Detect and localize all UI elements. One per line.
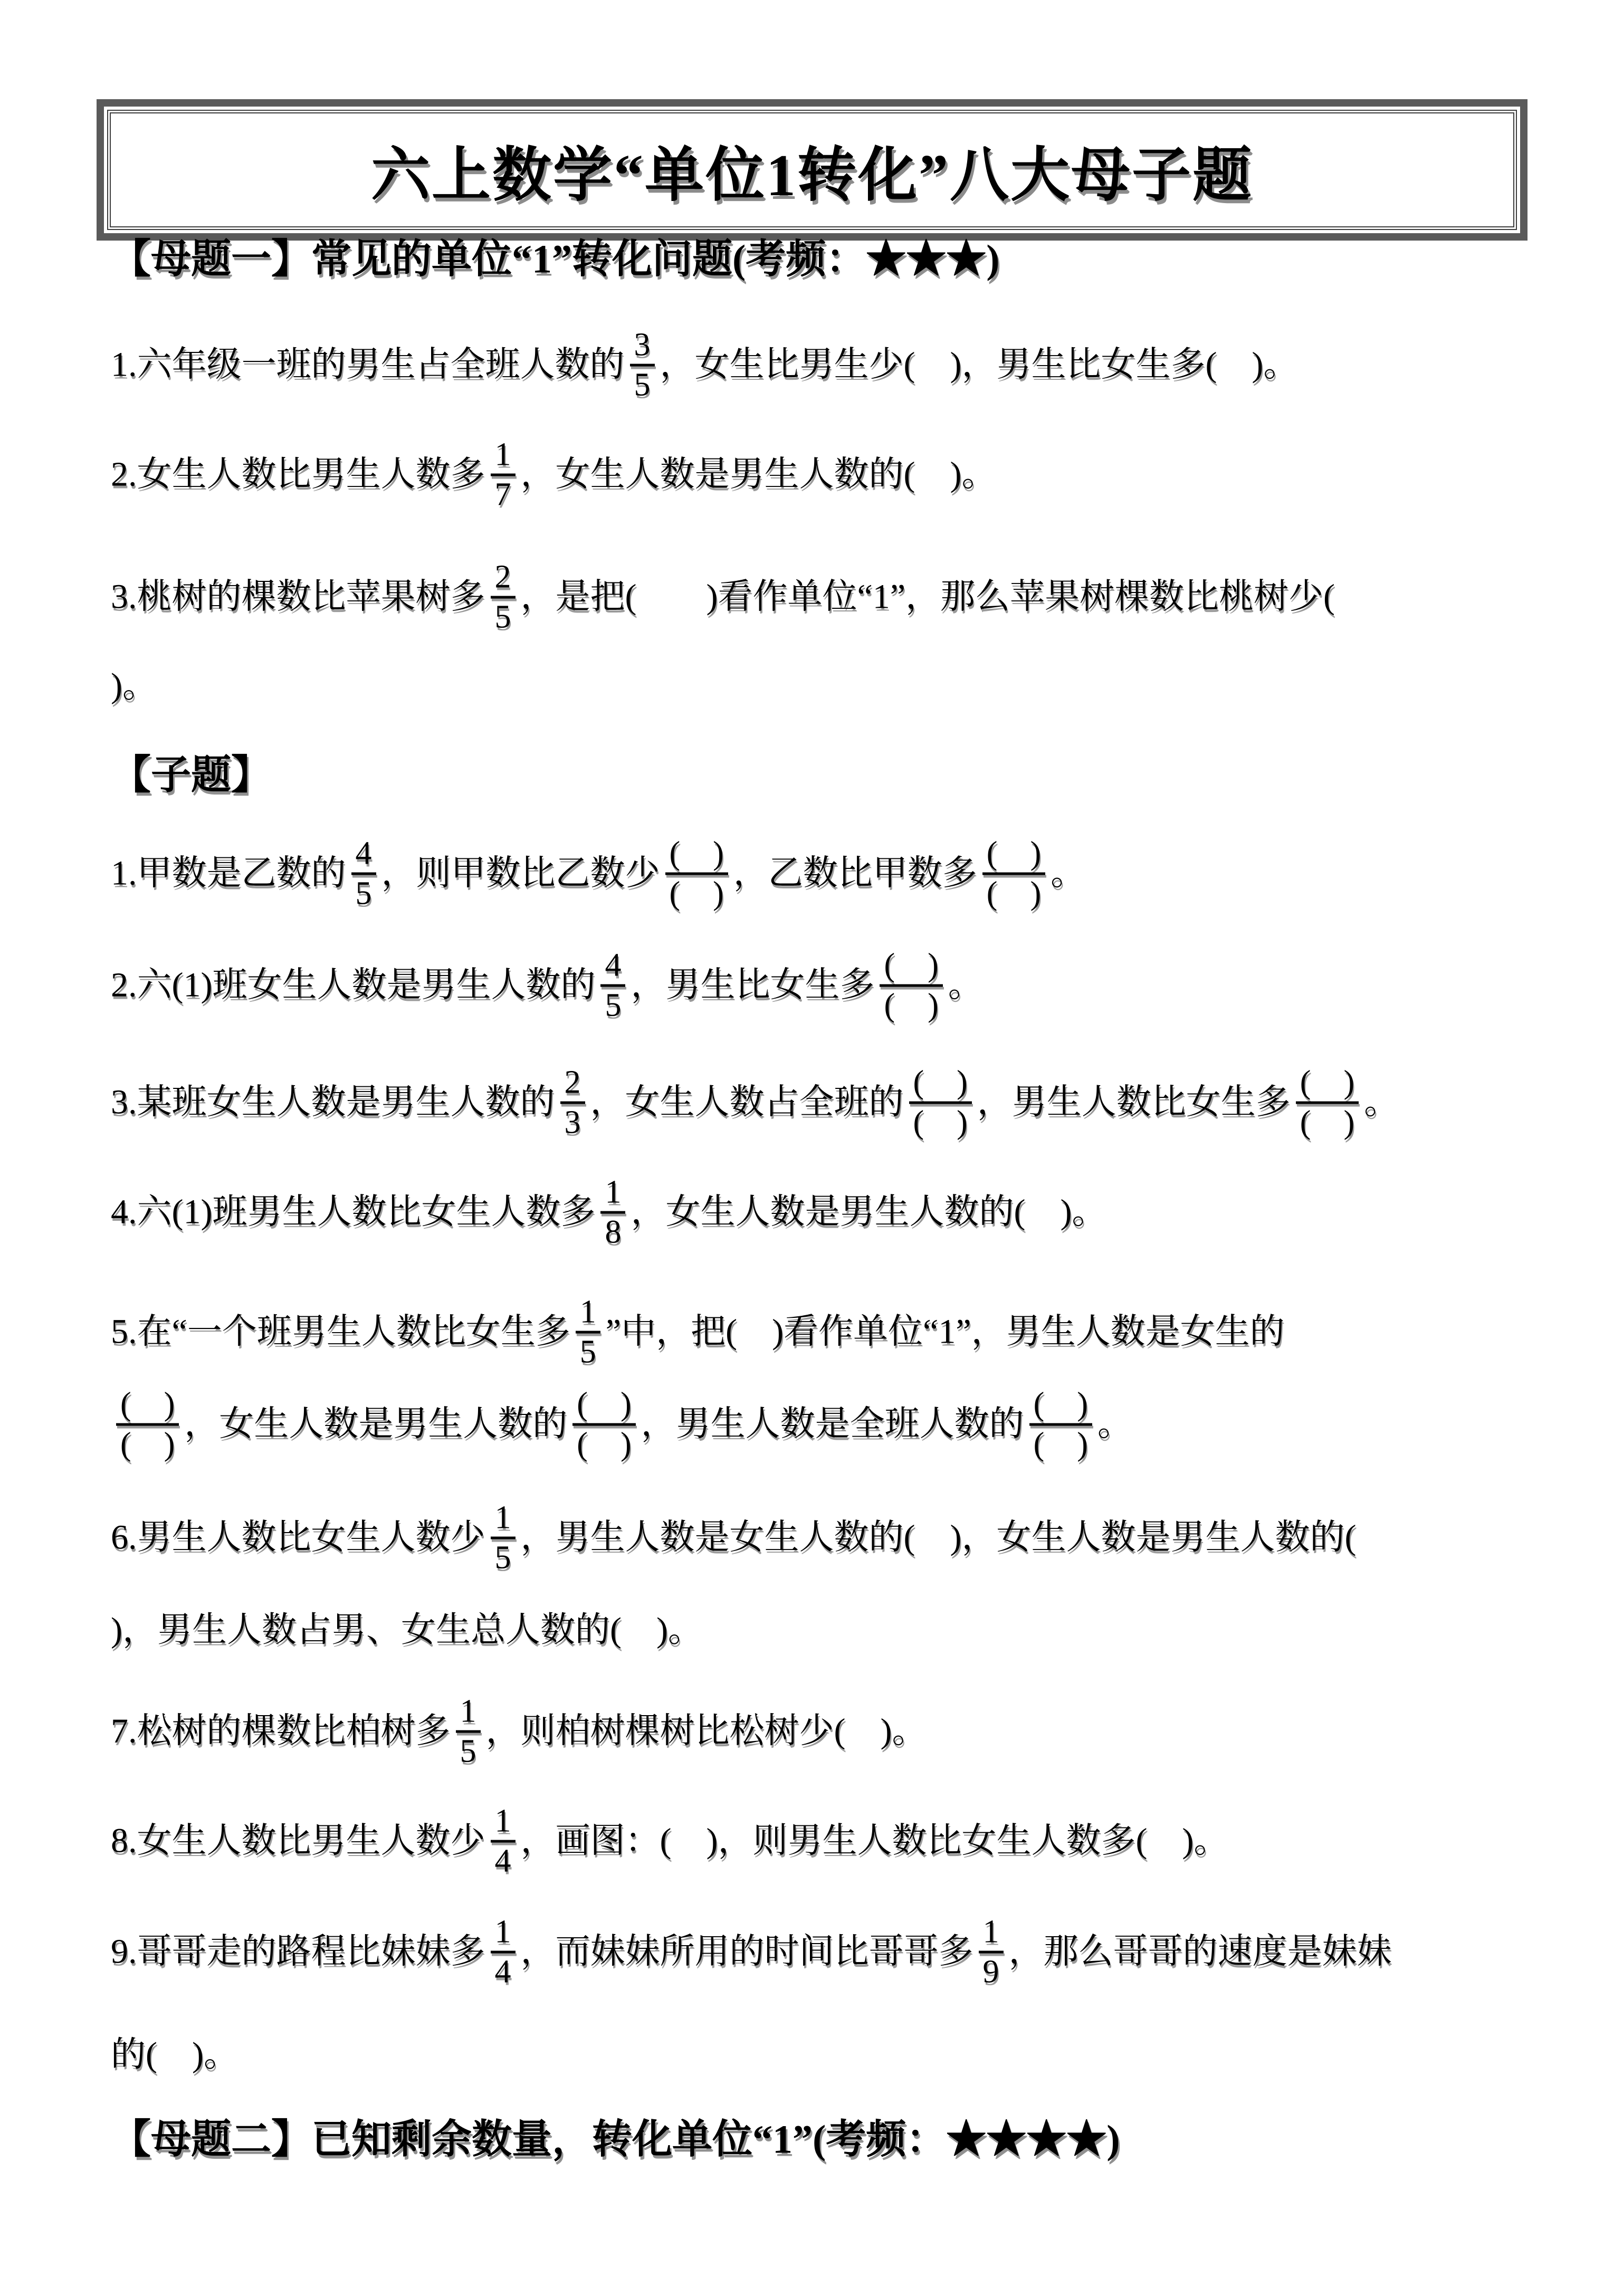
text-run: 【母题二】已知剩余数量，转化单位“1”(考频：★★★★) <box>111 2117 1120 2162</box>
fraction-bar <box>880 984 942 987</box>
text-run: 。 <box>948 965 983 1004</box>
fraction-bar <box>1296 1102 1359 1104</box>
fraction-denominator: ( ) <box>913 1104 968 1141</box>
fraction-numerator: 1 <box>982 1914 999 1950</box>
problem-line <box>111 1387 1132 1462</box>
fraction-numerator: 1 <box>494 1914 511 1950</box>
fraction-denominator: 4 <box>494 1954 511 1990</box>
fraction-denominator: 7 <box>494 476 511 513</box>
fraction <box>560 1065 585 1141</box>
fraction-denominator: ( ) <box>577 1426 632 1462</box>
problem-line <box>111 1609 703 1652</box>
fraction-denominator: ( ) <box>884 987 939 1023</box>
page-title: 六上数学“单位1转化”八大母子题 <box>371 142 1253 208</box>
fraction-denominator: 5 <box>605 987 622 1023</box>
problem-line <box>111 1500 1356 1576</box>
fraction-numerator: ( ) <box>884 947 939 983</box>
text-run: 。 <box>1364 1083 1399 1122</box>
fraction <box>572 1387 635 1462</box>
fraction-bar <box>560 1102 585 1104</box>
text-run: )。 <box>111 666 157 705</box>
text-run: ，女生人数是男生人数的 <box>184 1404 568 1443</box>
text-run: ，则甲数比乙数少 <box>381 854 660 893</box>
text-run: ，乙数比甲数多 <box>733 854 977 893</box>
fraction-denominator: ( ) <box>120 1426 175 1462</box>
fraction-numerator: 2 <box>494 559 511 595</box>
fraction-numerator: 1 <box>494 1499 511 1536</box>
fraction-bar <box>351 873 376 875</box>
fraction <box>600 948 625 1023</box>
fraction-numerator: 1 <box>494 1803 511 1839</box>
fraction <box>909 1065 972 1141</box>
problem-line <box>111 1915 1392 1990</box>
fraction-bar <box>600 984 625 987</box>
section-heading <box>111 2115 1120 2165</box>
fraction-denominator: 5 <box>494 1539 511 1576</box>
problem-line <box>111 664 157 708</box>
text-run: ，女生人数是男生人数的( )。 <box>631 1192 1107 1231</box>
fraction-denominator: 5 <box>494 599 511 635</box>
section-heading <box>111 751 271 801</box>
fraction-bar <box>491 474 515 476</box>
fraction-denominator: ( ) <box>1033 1426 1088 1462</box>
text-run: 3.桃树的棵数比苹果树多 <box>111 577 485 616</box>
text-run: ”中，把( )看作单位“1”，男生人数是女生的 <box>605 1312 1285 1351</box>
problem-line <box>111 328 1298 403</box>
fraction-bar <box>491 1840 515 1843</box>
text-run: ，男生人数比女生多 <box>977 1083 1291 1122</box>
fraction-bar <box>630 364 655 367</box>
fraction-bar <box>491 1951 515 1954</box>
text-run: ，女生人数是男生人数的( )。 <box>520 455 997 494</box>
problem-line <box>111 1175 1106 1250</box>
fraction-numerator: 3 <box>634 327 651 363</box>
fraction <box>351 836 376 912</box>
problem-line <box>111 2033 238 2077</box>
fraction-numerator: ( ) <box>986 835 1042 872</box>
fraction <box>979 1915 1004 1990</box>
fraction-denominator: 4 <box>494 1843 511 1879</box>
fraction-numerator: ( ) <box>913 1064 968 1101</box>
fraction-numerator: 4 <box>355 835 372 872</box>
fraction-denominator: ( ) <box>669 875 724 912</box>
fraction-numerator: 2 <box>564 1064 581 1101</box>
text-run: ，女生人数占全班的 <box>590 1083 904 1122</box>
text-run: ，是把( )看作单位“1”，那么苹果树棵数比桃树少( <box>520 577 1335 616</box>
fraction <box>880 948 942 1023</box>
fraction-denominator: 8 <box>605 1214 622 1250</box>
text-run: 1.六年级一班的男生占全班人数的 <box>111 345 625 384</box>
problem-line <box>111 1065 1399 1141</box>
fraction-numerator: ( ) <box>1300 1064 1355 1101</box>
text-run: 【母题一】常见的单位“1”转化问题(考频：★★★) <box>111 237 1000 282</box>
title-box <box>97 99 1527 241</box>
fraction-bar <box>576 1331 600 1334</box>
fraction-numerator: ( ) <box>1033 1386 1088 1422</box>
fraction <box>1029 1387 1092 1462</box>
text-run: 5.在“一个班男生人数比女生多 <box>111 1312 570 1351</box>
text-run: ，而妹妹所用的时间比哥哥多 <box>520 1932 973 1971</box>
fraction-bar <box>572 1423 635 1426</box>
fraction <box>630 328 655 403</box>
fraction-numerator: 1 <box>605 1174 622 1210</box>
fraction <box>1296 1065 1359 1141</box>
problem-line <box>111 948 983 1023</box>
fraction-numerator: 1 <box>460 1693 476 1729</box>
text-run: 【子题】 <box>111 753 271 798</box>
fraction-bar <box>909 1102 972 1104</box>
fraction-bar <box>982 873 1045 875</box>
text-run: ，那么哥哥的速度是妹妹 <box>1008 1932 1392 1971</box>
fraction <box>491 1500 515 1576</box>
fraction-denominator: 5 <box>355 875 372 912</box>
problem-line <box>111 1295 1285 1370</box>
fraction-numerator: 1 <box>494 436 511 473</box>
fraction-numerator: ( ) <box>120 1386 175 1422</box>
fraction-numerator: ( ) <box>577 1386 632 1422</box>
fraction-denominator: 9 <box>982 1954 999 1990</box>
text-run: ，男生人数是全班人数的 <box>641 1404 1024 1443</box>
text-run: 8.女生人数比男生人数少 <box>111 1821 485 1860</box>
fraction <box>576 1295 600 1370</box>
text-run: ，男生人数是女生人数的( )，女生人数是男生人数的( <box>520 1518 1357 1557</box>
problem-line <box>111 1694 927 1769</box>
text-run: 4.六(1)班男生人数比女生人数多 <box>111 1192 596 1231</box>
fraction-numerator: 1 <box>579 1294 596 1330</box>
fraction-denominator: 3 <box>564 1104 581 1141</box>
problem-line <box>111 836 1085 912</box>
text-run: 7.松树的棵数比柏树多 <box>111 1711 451 1750</box>
fraction-bar <box>491 1537 515 1539</box>
fraction <box>665 836 728 912</box>
text-run: 的( )。 <box>111 2035 238 2074</box>
section-heading <box>111 235 1000 285</box>
fraction-bar <box>116 1423 179 1426</box>
fraction-bar <box>456 1730 481 1733</box>
problem-line <box>111 1804 1228 1879</box>
fraction <box>982 836 1045 912</box>
text-run: 9.哥哥走的路程比妹妹多 <box>111 1932 485 1971</box>
text-run: 3.某班女生人数是男生人数的 <box>111 1083 555 1122</box>
problem-line <box>111 560 1335 635</box>
fraction-denominator: 5 <box>579 1334 596 1370</box>
text-run: ，画图：( )，则男生人数比女生人数多( )。 <box>520 1821 1229 1860</box>
fraction-numerator: 4 <box>605 947 622 983</box>
text-run: ，男生比女生多 <box>631 965 875 1004</box>
fraction-denominator: 5 <box>634 367 651 403</box>
text-run: 2.女生人数比男生人数多 <box>111 455 485 494</box>
fraction-denominator: ( ) <box>1300 1104 1355 1141</box>
fraction-bar <box>491 596 515 599</box>
fraction-bar <box>665 873 728 875</box>
text-run: 1.甲数是乙数的 <box>111 854 346 893</box>
text-run: 2.六(1)班女生人数是男生人数的 <box>111 965 596 1004</box>
fraction <box>116 1387 179 1462</box>
fraction <box>456 1694 481 1769</box>
fraction <box>491 437 515 513</box>
problem-line <box>111 437 996 513</box>
fraction-denominator: ( ) <box>986 875 1042 912</box>
fraction-bar <box>600 1211 625 1214</box>
fraction <box>600 1175 625 1250</box>
text-run: 。 <box>1051 854 1086 893</box>
text-run: ，女生比男生少( )，男生比女生多( )。 <box>660 345 1299 384</box>
text-run: ，则柏树棵树比松树少( )。 <box>485 1711 927 1750</box>
fraction-bar <box>979 1951 1004 1954</box>
fraction <box>491 1915 515 1990</box>
fraction-denominator: 5 <box>460 1733 476 1769</box>
text-run: )，男生人数占男、女生总人数的( )。 <box>111 1610 703 1649</box>
fraction <box>491 1804 515 1879</box>
fraction-bar <box>1029 1423 1092 1426</box>
text-run: 6.男生人数比女生人数少 <box>111 1518 485 1557</box>
fraction <box>491 560 515 635</box>
fraction-numerator: ( ) <box>669 835 724 872</box>
text-run: 。 <box>1097 1404 1132 1443</box>
title-inner-border <box>107 110 1517 230</box>
